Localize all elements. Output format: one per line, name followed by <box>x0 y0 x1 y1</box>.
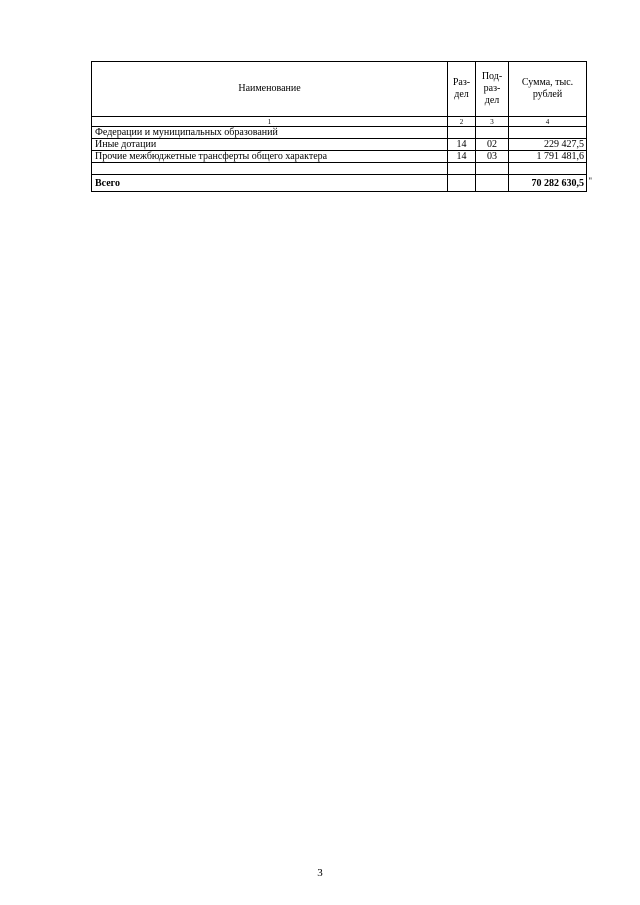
column-number: 1 <box>92 117 448 127</box>
table-row <box>92 151 587 163</box>
total-label: Всего <box>92 175 448 192</box>
row-section: 14 <box>448 151 476 163</box>
row-subsection: 02 <box>476 139 509 151</box>
row-sum: 1 791 481,6 <box>509 151 587 163</box>
row-section <box>448 127 476 139</box>
table-row <box>92 127 587 139</box>
row-name: Федерации и муниципальных образований <box>92 127 448 139</box>
column-number: 3 <box>476 117 509 127</box>
column-number-row <box>92 117 587 127</box>
column-number: 4 <box>509 117 587 127</box>
header-sum: Сумма, тыс. рублей <box>509 62 587 117</box>
total-sum: 70 282 630,5 <box>531 177 584 189</box>
total-sum-cell <box>509 175 592 192</box>
table-row <box>92 139 587 151</box>
header-name: Наименование <box>92 62 448 117</box>
empty-row <box>92 163 587 175</box>
row-sum <box>509 127 587 139</box>
page-number: 3 <box>317 867 323 879</box>
table-header-row <box>92 62 587 117</box>
row-subsection: 03 <box>476 151 509 163</box>
total-row <box>92 175 587 192</box>
row-sum: 229 427,5 <box>509 139 587 151</box>
budget-table <box>91 61 592 192</box>
column-number: 2 <box>448 117 476 127</box>
row-name: Иные дотации <box>92 139 448 151</box>
header-subsection: Под-раз-дел <box>476 62 509 117</box>
closing-quote: " <box>588 176 592 186</box>
header-section: Раз-дел <box>448 62 476 117</box>
row-subsection <box>476 127 509 139</box>
row-section: 14 <box>448 139 476 151</box>
row-name: Прочие межбюджетные трансферты общего характера <box>92 151 448 163</box>
